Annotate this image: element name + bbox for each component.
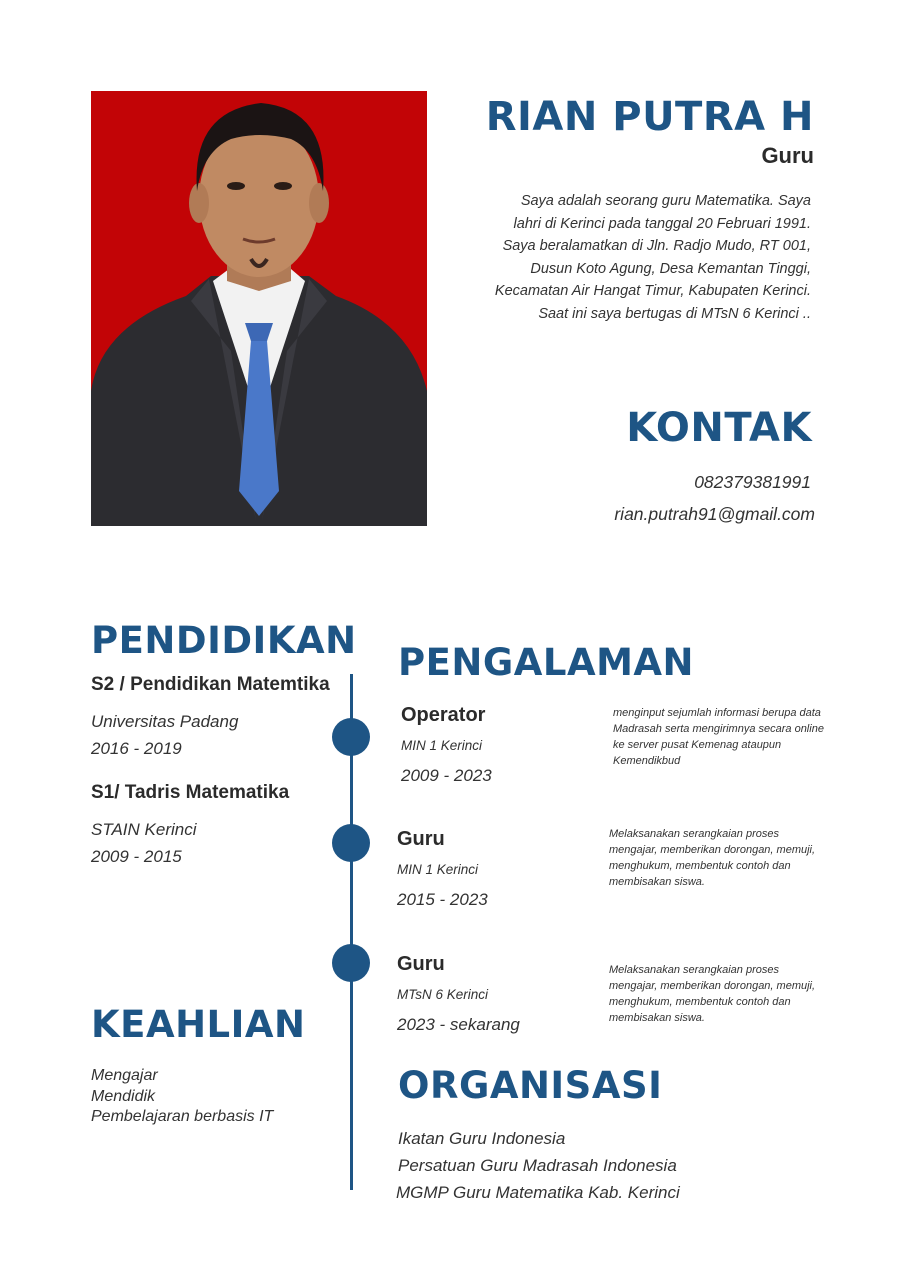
job-title: Guru xyxy=(397,828,445,850)
education-degree: S2 / Pendidikan Matemtika xyxy=(91,674,330,695)
job-description-line: mengajar, memberikan dorongan, memuji, xyxy=(609,980,816,992)
bio-line: Saat ini saya bertugas di MTsN 6 Kerinci .. xyxy=(538,305,811,322)
name-heading: RIAN PUTRA H xyxy=(485,94,814,140)
job-years: 2009 - 2023 xyxy=(401,766,492,785)
timeline-dot xyxy=(332,718,370,756)
job-description-line: ke server pusat Kemenag ataupun xyxy=(613,739,782,751)
education-years: 2009 - 2015 xyxy=(91,847,182,866)
job-place: MIN 1 Kerinci xyxy=(401,738,483,753)
education-school: Universitas Padang xyxy=(91,712,239,731)
job-description-line: membisakan siswa. xyxy=(609,876,705,888)
job-place: MIN 1 Kerinci xyxy=(397,862,479,877)
role-label: Guru xyxy=(761,143,814,168)
email-address: rian.putrah91@gmail.com xyxy=(614,504,815,524)
phone-number: 082379381991 xyxy=(694,472,811,492)
kontak-heading: KONTAK xyxy=(626,405,812,451)
pengalaman-heading: PENGALAMAN xyxy=(398,641,694,684)
job-place: MTsN 6 Kerinci xyxy=(397,987,489,1002)
organization-list xyxy=(398,1125,680,1206)
pendidikan-heading: PENDIDIKAN xyxy=(91,619,357,662)
job-years: 2015 - 2023 xyxy=(397,890,488,909)
job-description-line: menghukum, membentuk contoh dan xyxy=(609,996,791,1008)
bio-line: Dusun Koto Agung, Desa Kemantan Tinggi, xyxy=(530,260,811,277)
job-description xyxy=(613,705,845,769)
job-description-line: Melaksanakan serangkaian proses xyxy=(609,964,779,976)
job-description-line: menghukum, membentuk contoh dan xyxy=(609,860,791,872)
job-description xyxy=(609,826,841,890)
job-description xyxy=(609,962,841,1026)
skills-list xyxy=(91,1066,273,1128)
education-degree: S1/ Tadris Matematika xyxy=(91,782,290,803)
skill-item: Pembelajaran berbasis IT xyxy=(91,1108,274,1125)
profile-photo xyxy=(91,91,427,526)
bio-line: Kecamatan Air Hangat Timur, Kabupaten Kerinci. xyxy=(494,283,811,300)
timeline-dot xyxy=(332,944,370,982)
organization-item: Ikatan Guru Indonesia xyxy=(398,1129,566,1148)
bio-line: lahri di Kerinci pada tanggal 20 Februari 1991. xyxy=(513,215,811,232)
education-years: 2016 - 2019 xyxy=(91,739,182,758)
job-description-line: menginput sejumlah informasi berupa data xyxy=(613,707,821,719)
bio-line: Saya beralamatkan di Jln. Radjo Mudo, RT 001, xyxy=(502,238,811,255)
bio-line: Saya adalah seorang guru Matematika. Saya xyxy=(520,193,811,209)
job-description-line: Madrasah serta mengirimnya secara online xyxy=(613,723,824,735)
skill-item: Mengajar xyxy=(91,1067,158,1084)
skill-item: Mendidik xyxy=(91,1087,156,1105)
job-description-line: mengajar, memberikan dorongan, memuji, xyxy=(609,844,816,856)
job-description-line: Kemendikbud xyxy=(613,755,681,767)
job-description-line: membisakan siswa. xyxy=(609,1012,705,1024)
job-years: 2023 - sekarang xyxy=(397,1015,520,1034)
timeline-dot xyxy=(332,824,370,862)
bio-paragraph xyxy=(451,190,811,326)
job-title: Operator xyxy=(401,704,486,726)
organization-item: Persatuan Guru Madrasah Indonesia xyxy=(398,1156,677,1175)
organization-item: MGMP Guru Matematika Kab. Kerinci xyxy=(396,1183,680,1202)
organisasi-heading: ORGANISASI xyxy=(398,1064,663,1107)
job-title: Guru xyxy=(397,953,445,975)
education-school: STAIN Kerinci xyxy=(91,820,197,839)
keahlian-heading: KEAHLIAN xyxy=(91,1003,306,1046)
job-description-line: Melaksanakan serangkaian proses xyxy=(609,828,779,840)
